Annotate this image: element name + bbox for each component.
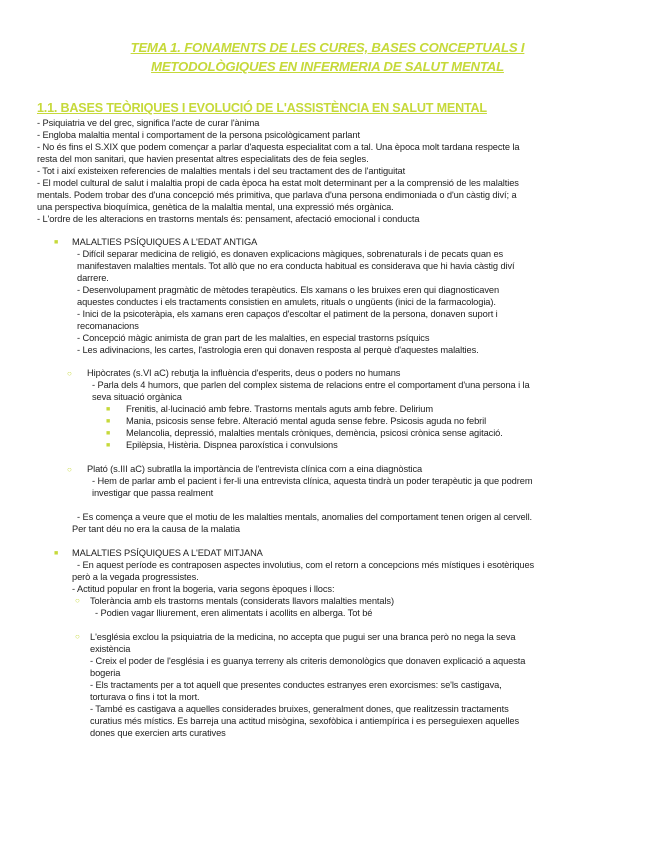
- mitjana-line: - En aquest període es contraposen aspectes involutius, com el retorn a concepcions més místiques i esotèriques: [77, 560, 535, 570]
- intro-line: - Engloba malaltia mental i comportament de la persona psicològicament parlant: [37, 130, 360, 140]
- intro-line: - El model cultural de salut i malaltia propi de cada època ha estat molt determinant per a la comprensió de les malalties: [37, 178, 519, 188]
- esglesia-line: existència: [90, 644, 131, 654]
- antiga-heading: MALALTIES PSÍQUIQUES A L'EDAT ANTIGA: [72, 237, 258, 247]
- hipocrates-line: - Parla dels 4 humors, que parlen del complex sistema de relacions entre el comportament d'una persona i la: [92, 380, 530, 390]
- square-bullet-icon: ■: [106, 418, 111, 425]
- circle-bullet-icon: ○: [67, 465, 72, 474]
- humor-item: Frenitis, al·lucinació amb febre. Trastorns mentals aguts amb febre. Delirium: [126, 404, 433, 414]
- esglesia-line: - Els tractaments per a tot aquell que presentes conductes estranyes eren exorcismes: se'ls castigava,: [90, 680, 502, 690]
- intro-line: una perspectiva bioquímica, genètica de la malaltia mental, una expressió més orgànica.: [37, 202, 394, 212]
- mitjana-heading: MALALTIES PSÍQUIQUES A L'EDAT MITJANA: [72, 548, 263, 558]
- antiga-line: - Les adivinacions, les cartes, l'astrologia eren qui donaven resposta al perquè d'aquestes malalties.: [77, 345, 479, 355]
- intro-line: - No és fins el S.XIX que podem començar a parlar d'aquesta especialitat com a tal. Una època molt tardana respecte la: [37, 142, 520, 152]
- plato-line: investigar que passa realment: [92, 488, 214, 498]
- antiga-line: darrere.: [77, 273, 109, 283]
- humor-item: Melancolia, depressió, malalties mentals cròniques, demència, psicosi crònica sense agitació.: [126, 428, 503, 438]
- antiga-closing-line: - Es comença a veure que el motiu de les malalties mentals, anomalies del comportament tenen origen al cervell.: [77, 512, 533, 522]
- esglesia-line: - També es castigava a aquelles considerades bruixes, generalment dones, que realitzessin tractaments: [90, 704, 509, 714]
- intro-line: - Tot i així existeixen referencies de malalties mentals i del seu tractament des de l'antiguitat: [37, 166, 406, 176]
- humor-item: Mania, psicosis sense febre. Alteració mental aguda sense febre. Psicosis aguda no febril: [126, 416, 487, 426]
- hipocrates-line: seva situació orgànica: [92, 392, 182, 402]
- antiga-line: aquestes conductes i els tractaments consistien en amulets, rituals o ungüents (inici de la farmacologia).: [77, 297, 496, 307]
- humor-item: Epilèpsia, Histèria. Dispnea paroxística i convulsions: [126, 440, 338, 450]
- antiga-line: - Desenvolupament pragmàtic de mètodes terapèutics. Els xamans o les bruixes eren qui diagnosticaven: [77, 285, 500, 295]
- antiga-line: - Difícil separar medicina de religió, es donaven explicacions màgiques, sobrenaturals i de pecats quan es: [77, 249, 504, 259]
- antiga-closing-line: Per tant déu no era la causa de la malatia: [72, 524, 240, 534]
- antiga-line: recomanacions: [77, 321, 139, 331]
- circle-bullet-icon: ○: [75, 632, 80, 641]
- intro-line: - L'ordre de les alteracions en trastorns mentals és: pensament, afectació emocional i conducta: [37, 214, 420, 224]
- intro-line: mentals. Podem trobar des d'una concepció més primitiva, que parlava d'una persona endimoniada o d'un càstig diví; a: [37, 190, 517, 200]
- esglesia-line: torturava o fins i tot la mort.: [90, 692, 200, 702]
- plato-line: - Hem de parlar amb el pacient i fer-li una entrevista clínica, aquesta tindrà un poder terapèutic ja que podrem: [92, 476, 533, 486]
- esglesia-line: bogeria: [90, 668, 121, 678]
- square-bullet-icon: ■: [106, 442, 111, 449]
- circle-bullet-icon: ○: [75, 596, 80, 605]
- tolerancia-line: - Podien vagar lliurement, eren alimentats i acollits en alberga. Tot bé: [95, 608, 373, 618]
- mitjana-line: - Actitud popular en front la bogeria, varia segons èpoques i llocs:: [72, 584, 335, 594]
- square-bullet-icon: ■: [54, 239, 59, 246]
- esglesia-line: curatius més místics. Es barreja una actitud misògina, sexofòbica i antiempírica i es perseguiexen aquelles: [90, 716, 520, 726]
- document-title-line-1: TEMA 1. FONAMENTS DE LES CURES, BASES CONCEPTUALS I: [130, 40, 525, 55]
- section-heading: 1.1. BASES TEÒRIQUES I EVOLUCIÓ DE L'ASSISTÈNCIA EN SALUT MENTAL: [37, 101, 487, 115]
- antiga-line: manifestaven malalties mentals. Tot allò que no era conducta habitual es considerava que hi havia càstig diví: [77, 261, 515, 271]
- square-bullet-icon: ■: [106, 406, 111, 413]
- circle-bullet-icon: ○: [67, 369, 72, 378]
- tolerancia-heading: Tolerància amb els trastorns mentals (considerats llavors malalties mentals): [90, 596, 394, 606]
- mitjana-line: però a la vegada progressistes.: [72, 572, 199, 582]
- square-bullet-icon: ■: [106, 430, 111, 437]
- intro-line: resta del mon sanitari, que havien presentat altres especialitats des de feia segles.: [37, 154, 369, 164]
- antiga-line: - Concepció màgic animista de gran part de les malalties, en especial trastorns psíquics: [77, 333, 430, 343]
- document-title-line-2: METODOLÒGIQUES EN INFERMERIA DE SALUT MENTAL: [151, 59, 504, 74]
- esglesia-line: dones que exercien arts curatives: [90, 728, 226, 738]
- antiga-line: - Inici de la psicoteràpia, els xamans eren capaços d'escoltar el patiment de la persona, donaven suport i: [77, 309, 498, 319]
- square-bullet-icon: ■: [54, 550, 59, 557]
- hipocrates-heading: Hipòcrates (s.VI aC) rebutja la influència d'esperits, deus o poders no humans: [87, 368, 401, 378]
- esglesia-heading: L'església exclou la psiquiatria de la medicina, no accepta que pugui ser una branca però no nega la seva: [90, 632, 516, 642]
- intro-line: - Psiquiatria ve del grec, significa l'acte de curar l'ànima: [37, 118, 260, 128]
- esglesia-line: - Creix el poder de l'església i es guanya terreny als criteris demonològics que donaven explicació a aquesta: [90, 656, 526, 666]
- plato-heading: Plató (s.III aC) subratlla la importància de l'entrevista clínica com a eina diagnòstica: [87, 464, 423, 474]
